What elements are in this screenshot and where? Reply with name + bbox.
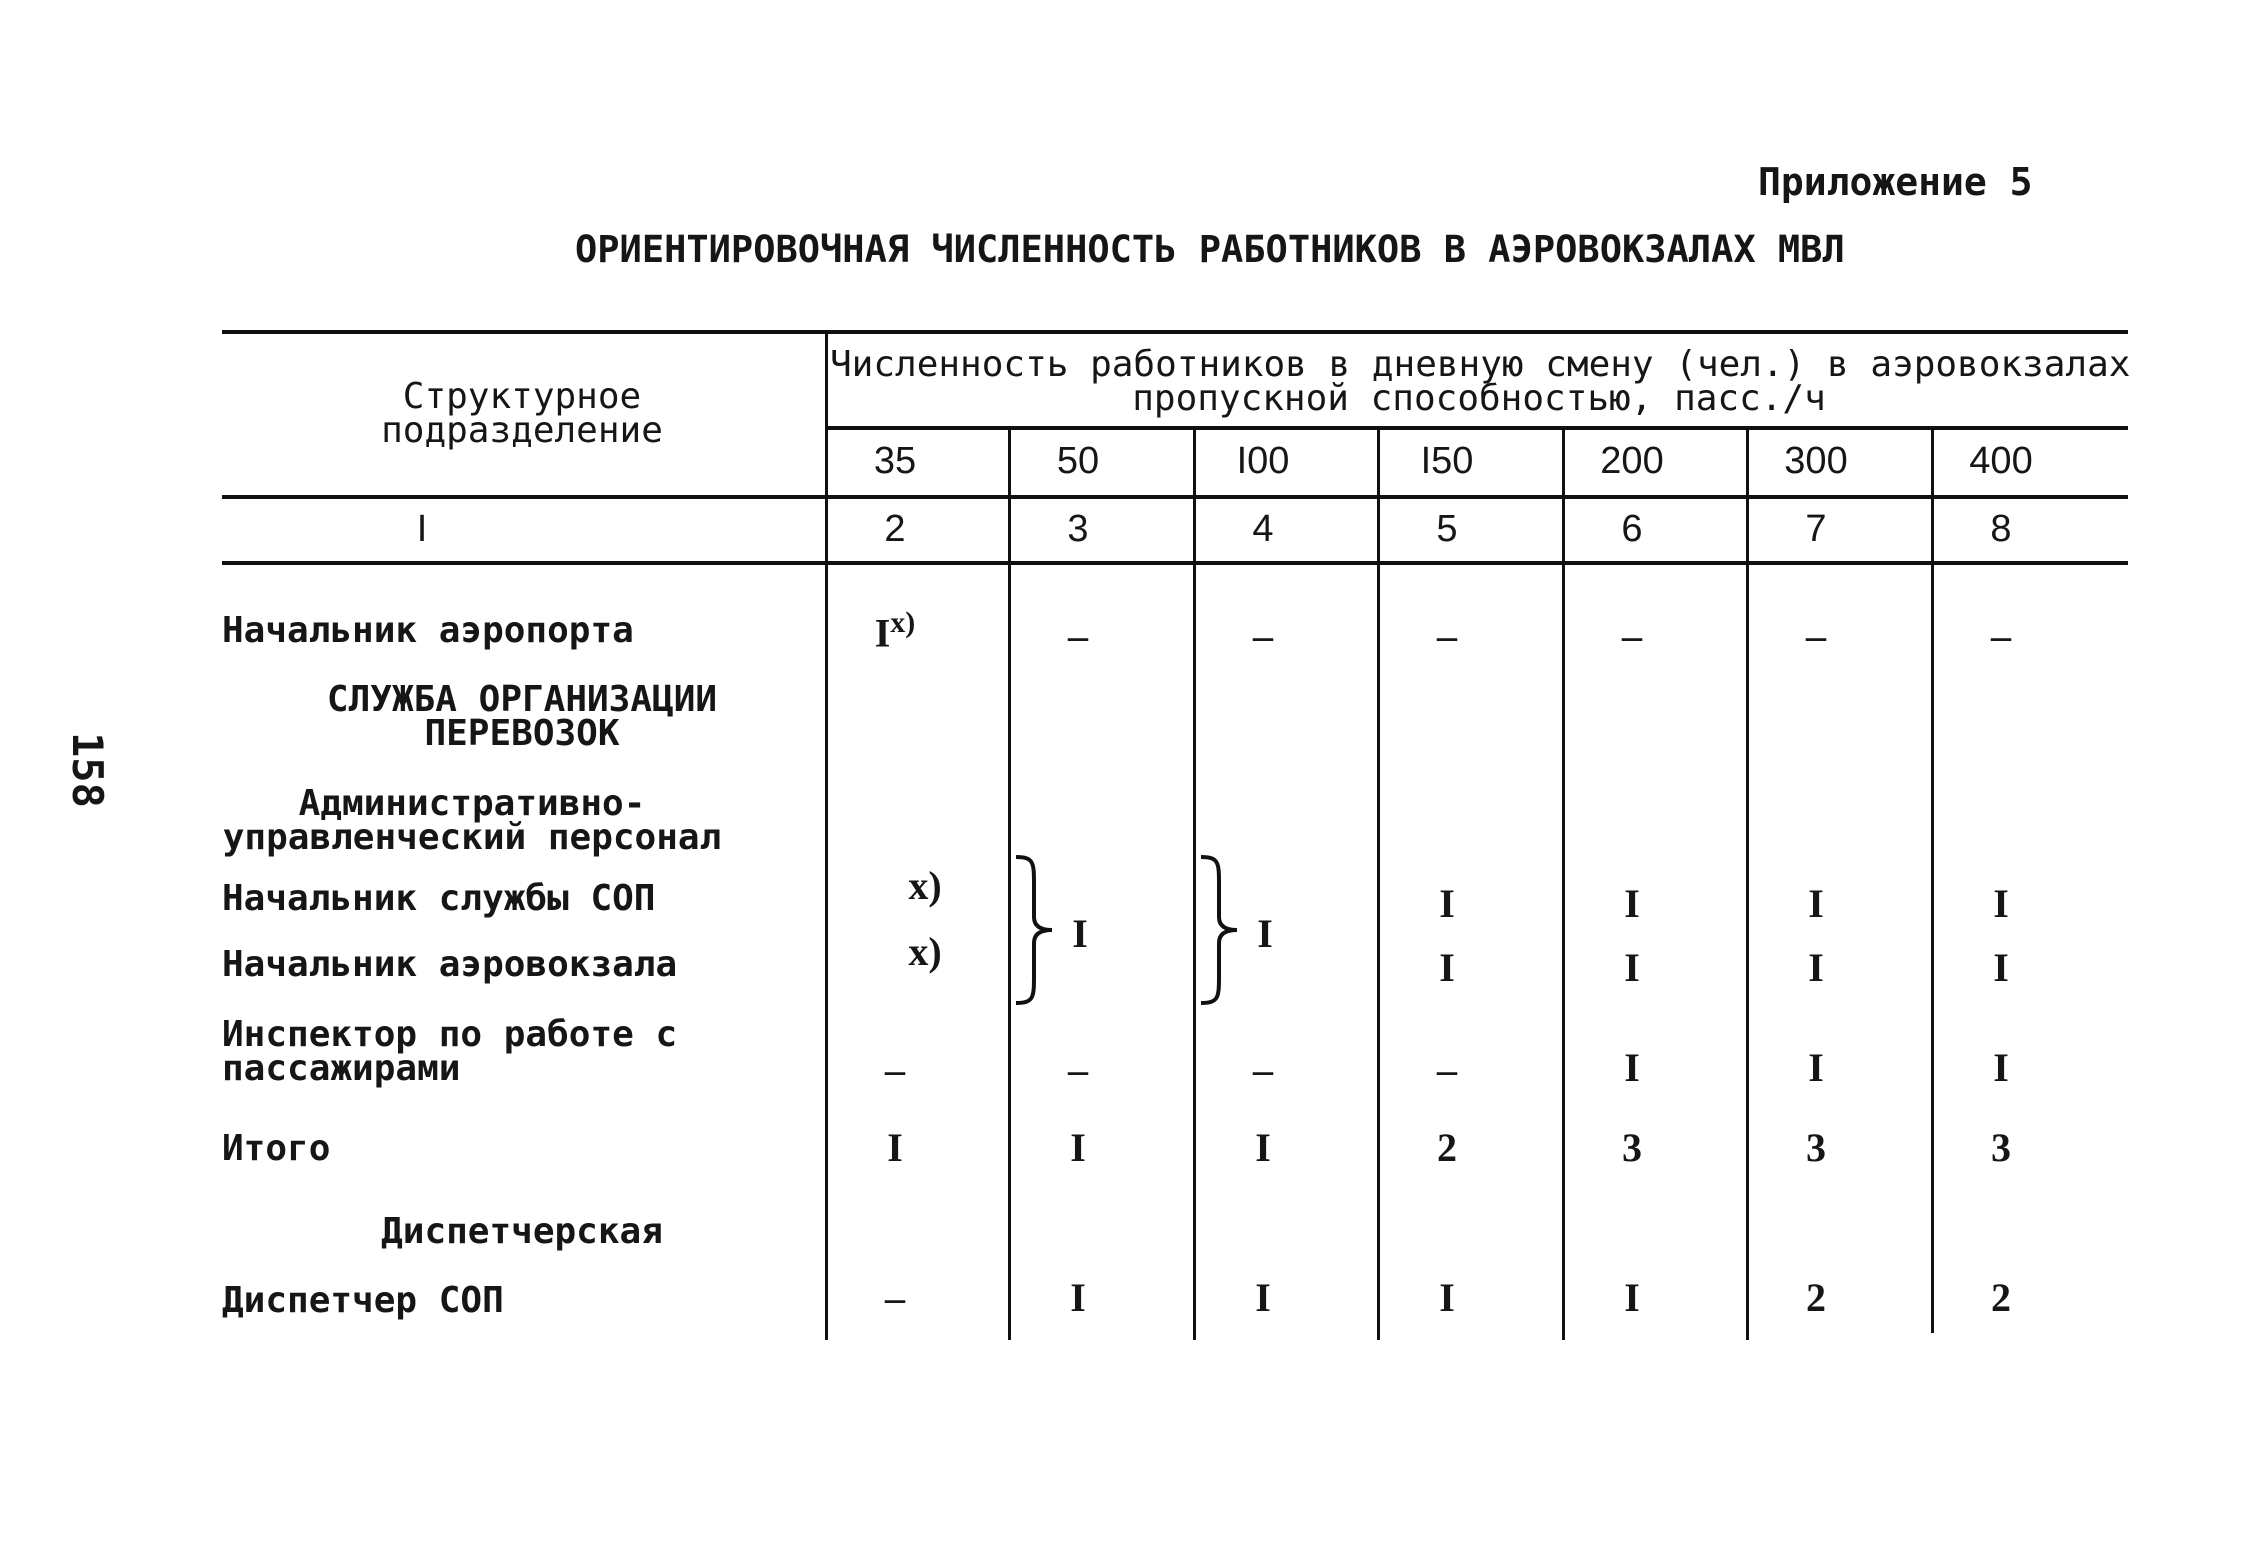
- airport-head-100: –: [1253, 613, 1273, 658]
- index-3: 3: [1067, 508, 1089, 550]
- airport-head-400: –: [1991, 613, 2011, 658]
- page-number: 158: [63, 732, 112, 808]
- terminal-head-35: x): [908, 929, 942, 974]
- inspector-35: –: [885, 1047, 905, 1092]
- col-line-2: [1008, 428, 1011, 1340]
- row-label-airport-head: Начальник аэропорта: [222, 610, 634, 651]
- header-bottom-rule: [222, 495, 2128, 499]
- capacity-100: I00: [1236, 440, 1290, 482]
- dispatcher-50: I: [1070, 1275, 1086, 1320]
- total-35: I: [887, 1125, 903, 1170]
- col-line-3: [1193, 428, 1196, 1340]
- terminal-head-300: I: [1808, 945, 1824, 990]
- index-8: 8: [1990, 508, 2012, 550]
- capacity-150: I50: [1420, 440, 1474, 482]
- service-head-300: I: [1808, 881, 1824, 926]
- service-head-200: I: [1624, 881, 1640, 926]
- terminal-head-200: I: [1624, 945, 1640, 990]
- inspector-200: I: [1624, 1045, 1640, 1090]
- header-group: Численность работников в дневную смену (чел.) в аэровокзалах пропускной способностью, пасс./ч: [830, 344, 2131, 419]
- airport-head-300: –: [1806, 613, 1826, 658]
- row-label-total: Итого: [222, 1128, 331, 1169]
- index-5: 5: [1436, 508, 1458, 550]
- airport-head-50: –: [1068, 613, 1088, 658]
- airport-head-35: [825, 606, 965, 656]
- capacity-200: 200: [1600, 440, 1664, 482]
- capacity-400: 400: [1969, 440, 2033, 482]
- dispatcher-100: I: [1255, 1275, 1271, 1320]
- total-200: 3: [1622, 1125, 1642, 1170]
- index-bottom-rule: [222, 561, 2128, 565]
- section-transport-service: СЛУЖБА ОРГАНИЗАЦИИ ПЕРЕВОЗОК: [326, 679, 718, 754]
- dispatcher-35: –: [885, 1275, 905, 1320]
- footnote-mark: x): [890, 606, 916, 639]
- row-label-service-head: Начальник службы СОП: [222, 878, 656, 919]
- merged-value-50: I: [1072, 911, 1088, 956]
- row-label-inspector: Инспектор по работе с пассажирами: [222, 1014, 678, 1089]
- col-line-1: [825, 333, 828, 1340]
- index-2: 2: [884, 508, 906, 550]
- dispatcher-400: 2: [1991, 1275, 2011, 1320]
- inspector-50: –: [1068, 1047, 1088, 1092]
- airport-head-35-value: I: [874, 610, 891, 656]
- page-title: ОРИЕНТИРОВОЧНАЯ ЧИСЛЕННОСТЬ РАБОТНИКОВ В АЭРОВОКЗАЛАХ МВЛ: [575, 228, 1845, 271]
- index-1: I: [416, 508, 428, 550]
- index-4: 4: [1252, 508, 1274, 550]
- service-head-400: I: [1993, 881, 2009, 926]
- airport-head-150: –: [1437, 613, 1457, 658]
- header-structural-unit: Структурное подразделение: [381, 376, 663, 451]
- total-150: 2: [1437, 1125, 1457, 1170]
- capacity-50: 50: [1056, 440, 1100, 482]
- total-50: I: [1070, 1125, 1086, 1170]
- table-top-rule: [222, 330, 2128, 334]
- dispatcher-300: 2: [1806, 1275, 1826, 1320]
- dispatcher-150: I: [1439, 1275, 1455, 1320]
- merged-value-100: I: [1257, 911, 1273, 956]
- section-dispatch: Диспетчерская: [381, 1211, 663, 1252]
- terminal-head-400: I: [1993, 945, 2009, 990]
- inspector-150: –: [1437, 1047, 1457, 1092]
- index-7: 7: [1805, 508, 1827, 550]
- dispatcher-200: I: [1624, 1275, 1640, 1320]
- index-6: 6: [1621, 508, 1643, 550]
- total-100: I: [1255, 1125, 1271, 1170]
- total-300: 3: [1806, 1125, 1826, 1170]
- total-400: 3: [1991, 1125, 2011, 1170]
- inspector-400: I: [1993, 1045, 2009, 1090]
- row-label-dispatcher: Диспетчер СОП: [222, 1280, 504, 1321]
- service-head-35: x): [908, 863, 942, 908]
- service-head-150: I: [1439, 881, 1455, 926]
- capacity-300: 300: [1784, 440, 1848, 482]
- row-label-terminal-head: Начальник аэровокзала: [222, 944, 678, 985]
- capacity-35: 35: [873, 440, 917, 482]
- appendix-label: Приложение 5: [1758, 160, 2033, 204]
- inspector-300: I: [1808, 1045, 1824, 1090]
- section-admin-staff: Административно- управленческий персонал: [222, 783, 722, 858]
- airport-head-200: –: [1622, 613, 1642, 658]
- inspector-100: –: [1253, 1047, 1273, 1092]
- terminal-head-150: I: [1439, 945, 1455, 990]
